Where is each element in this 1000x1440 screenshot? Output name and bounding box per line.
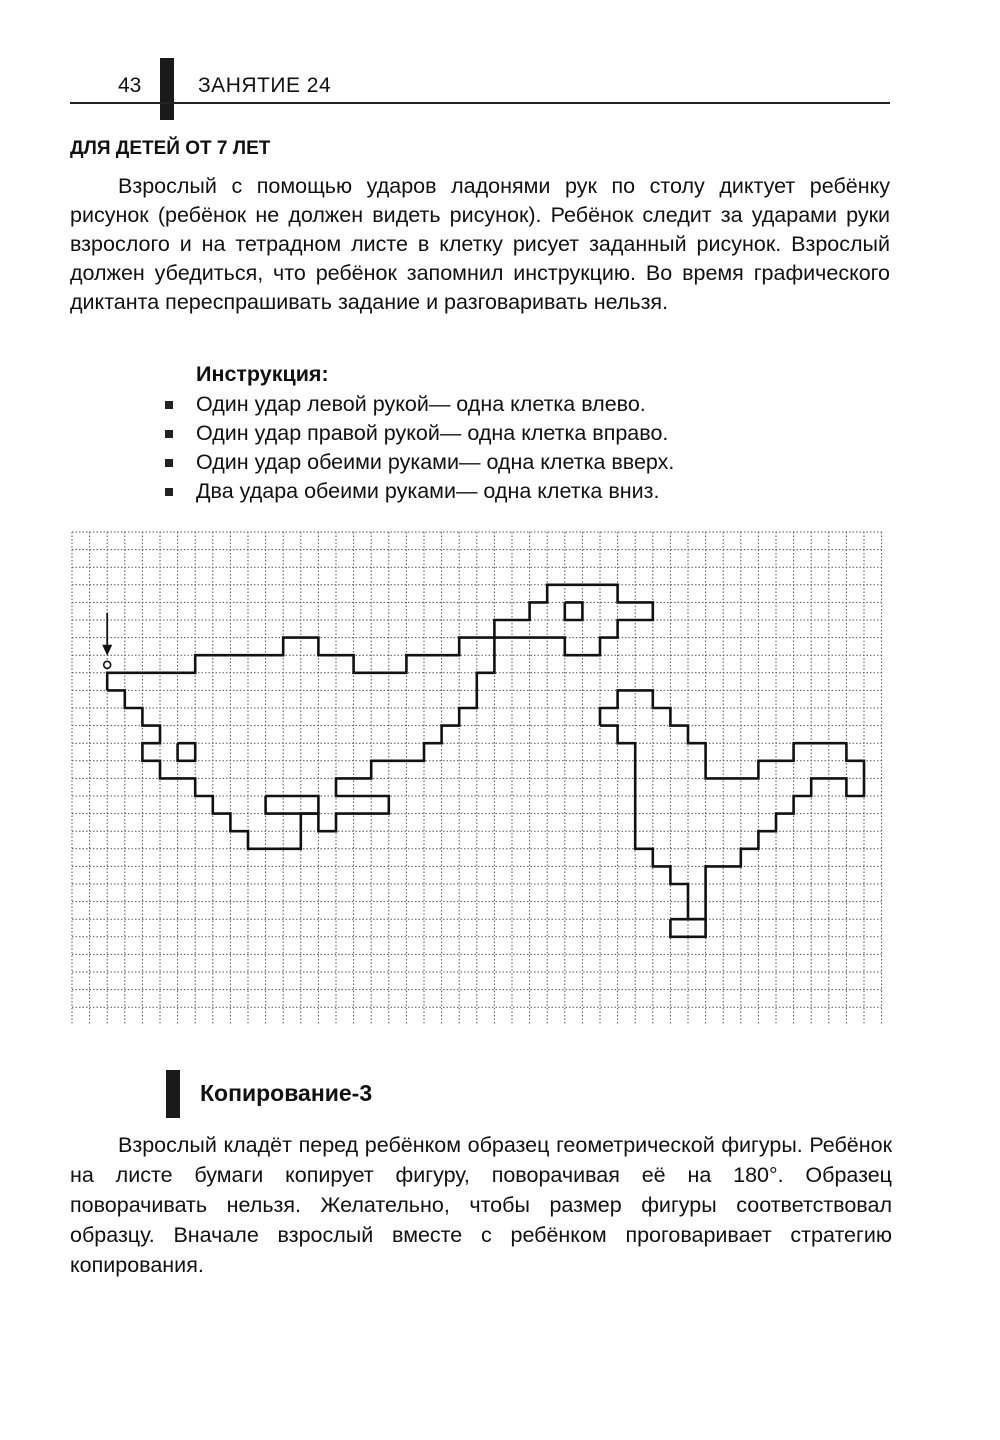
intro-paragraph-block	[70, 172, 890, 317]
start-marker	[102, 613, 112, 669]
figure-1-detail	[565, 602, 583, 620]
page-number: 43	[118, 74, 142, 97]
figure-1-detail	[178, 743, 196, 761]
figure-1-detail	[266, 796, 319, 814]
figure-1-outline	[107, 585, 653, 849]
instruction-text: Один удар правой рукой— одна клетка вправо.	[196, 421, 669, 445]
instruction-text: Один удар обеими руками— одна клетка вверх.	[196, 450, 675, 474]
instruction-list	[160, 390, 674, 506]
instruction-item	[160, 419, 674, 448]
start-arrow-head-icon	[102, 645, 112, 656]
instruction-text: Два удара обеими руками— одна клетка вниз.	[196, 479, 660, 503]
bullet-square-icon	[165, 401, 173, 409]
instruction-title: Инструкция:	[196, 362, 329, 386]
instruction-item	[160, 448, 674, 477]
copy-paragraph-block	[70, 1130, 892, 1280]
section-title: Копирование-3	[200, 1080, 373, 1106]
bullet-square-icon	[165, 430, 173, 438]
dictation-grid-canvas	[68, 528, 892, 1024]
section-marker-bar	[166, 1070, 180, 1118]
instruction-text: Один удар левой рукой— одна клетка влево.	[196, 392, 646, 416]
header-divider	[70, 102, 890, 104]
bullet-square-icon	[165, 459, 173, 467]
instruction-item	[160, 477, 674, 506]
bullet-square-icon	[165, 488, 173, 496]
intro-paragraph: Взрослый с помощью ударов ладонями рук по столу диктует ребёнку рисунок (ребёнок не должен видеть рисунок). Ребёнок следит за ударами руки взрослого и на тетрадном листе в клетку рисует заданный рисунок. Взрослый должен убедиться, что ребёнок запомнил инструкцию. Во время графического диктанта переспрашивать задание и разговаривать нельзя.	[70, 174, 890, 314]
start-point-icon	[104, 661, 111, 668]
instruction-item	[160, 390, 674, 419]
figure-2-outline	[600, 690, 864, 919]
dictation-grid	[68, 528, 892, 1024]
age-heading: ДЛЯ ДЕТЕЙ ОТ 7 ЛЕТ	[70, 138, 271, 159]
header-marker-bar	[160, 58, 174, 120]
lesson-title: ЗАНЯТИЕ 24	[198, 74, 332, 97]
copy-paragraph: Взрослый кладёт перед ребёнком образец геометрической фигуры. Ребёнок на листе бумаги копирует фигуру, поворачивая её на 180°. Образец поворачивать нельзя. Желательно, чтобы размер фигуры соответствовал образцу. Вначале взрослый вместе с ребёнком проговаривает стратегию копирования.	[70, 1133, 892, 1277]
